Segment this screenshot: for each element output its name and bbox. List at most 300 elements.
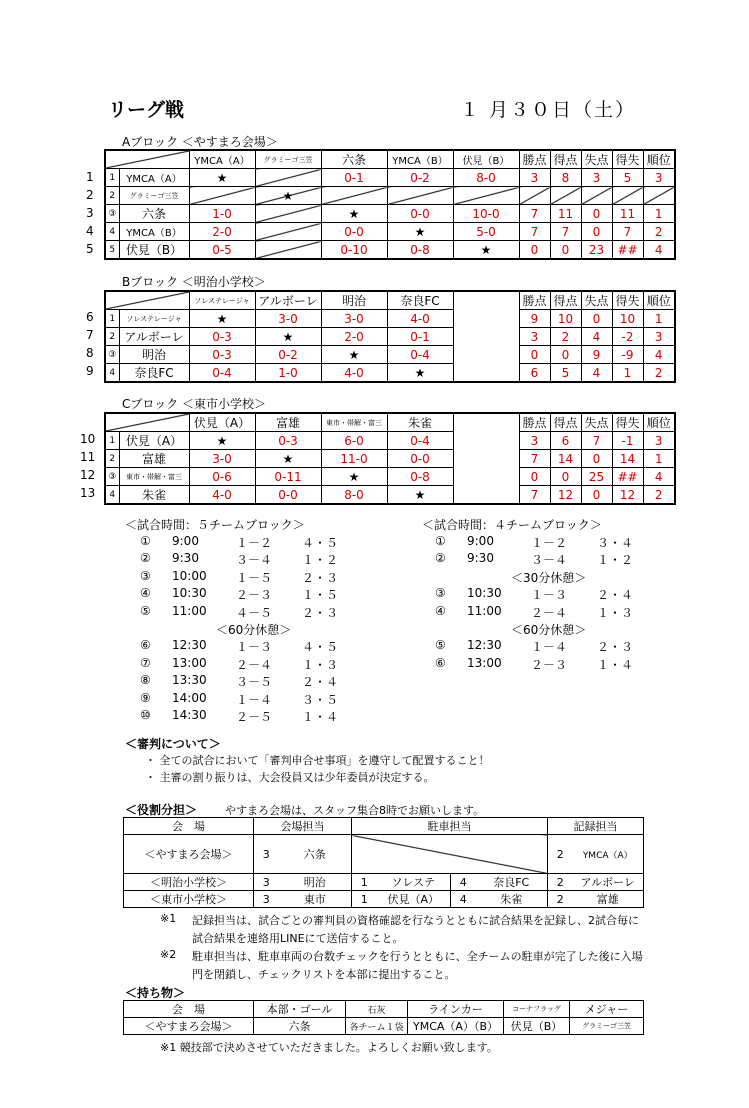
team-name: YMCA（B） <box>119 223 189 241</box>
item-cell: 六条 <box>254 1018 346 1035</box>
referee-item: ・ 主審の割り振りは、大会役員又は少年委員が決定する。 <box>145 771 435 784</box>
result-cell: 0-8 <box>387 468 453 486</box>
row-number: 7 <box>86 328 94 342</box>
result-cell: 0-2 <box>255 346 321 364</box>
column-header: 伏見（B） <box>453 150 519 169</box>
schedule-time: 10:00 <box>172 568 207 583</box>
column-header: 記録担当 <box>548 818 644 835</box>
result-cell: 0-4 <box>387 346 453 364</box>
count-cell: 3 <box>254 891 279 908</box>
row-number: 2 <box>86 188 94 202</box>
roles-note-line: 試合結果を連絡用LINEにて送信すること。 <box>192 932 404 945</box>
row-number: 13 <box>80 486 96 500</box>
table-row <box>105 346 675 364</box>
schedule-break: ＜60分休憩＞ <box>511 623 587 637</box>
schedule-time: 9:00 <box>467 534 494 548</box>
column-header: 富雄 <box>255 413 321 432</box>
stat-cell: 14 <box>550 450 581 468</box>
schedule-5-title: ＜試合時間：５チームブロック＞ <box>125 518 305 532</box>
stat-cell <box>643 187 675 205</box>
column-header: アルボーレ <box>255 291 321 310</box>
table-row <box>105 450 675 468</box>
stat-cell: 0 <box>550 241 581 260</box>
items-heading: ＜持ち物＞ <box>125 986 186 1000</box>
team-name: 伏見（B） <box>119 241 189 260</box>
item-cell: グラミーゴ三笠 <box>570 1018 644 1035</box>
schedule-time: 13:00 <box>467 655 502 670</box>
stat-header: 得点 <box>550 150 581 169</box>
team-name: 東市・帯解・富三 <box>119 468 189 486</box>
schedule-match: １－３ <box>531 588 568 603</box>
block-b-table <box>104 290 676 383</box>
team-no: 1 <box>105 310 119 328</box>
schedule-match: ３－５ <box>236 675 273 690</box>
block-b-label: Bブロック ＜明治小学校＞ <box>122 275 266 289</box>
schedule-number: ⑥ <box>435 655 446 670</box>
schedule-match: ２－４ <box>531 605 568 620</box>
schedule-time: 14:00 <box>172 690 207 705</box>
schedule-time: 14:30 <box>172 708 207 722</box>
count-cell: 4 <box>451 891 476 908</box>
result-cell: ★ <box>387 486 453 505</box>
stat-cell: 9 <box>581 346 612 364</box>
schedule-time: 12:30 <box>172 638 207 653</box>
column-header: 奈良FC <box>387 291 453 310</box>
result-cell: 11-0 <box>321 450 387 468</box>
schedule-referee: １・２ <box>302 553 339 568</box>
stat-cell: 4 <box>643 346 675 364</box>
stat-cell: 1 <box>643 450 675 468</box>
stat-cell: 11 <box>612 205 643 223</box>
team-no: 4 <box>105 364 119 383</box>
schedule-match: １－３ <box>236 640 273 655</box>
stat-cell: 3 <box>519 432 550 450</box>
item-cell: 各チーム１袋 <box>346 1018 408 1035</box>
stat-cell: 6 <box>519 364 550 383</box>
table-row <box>124 874 644 891</box>
count-cell: 2 <box>548 835 573 874</box>
stat-header: 勝点 <box>519 413 550 432</box>
schedule-time: 9:30 <box>467 551 494 566</box>
roles-note-line: 記録担当は、試合ごとの審判員の資格確認を行なうとともに試合結果を記録し、2試合毎に <box>192 914 639 927</box>
stat-header: 順位 <box>643 291 675 310</box>
stat-cell: 0 <box>581 486 612 505</box>
schedule-match: １－５ <box>236 570 273 585</box>
roles-note-line: 門を閉鎖し、チェックリストを本部に提出すること。 <box>192 968 456 981</box>
count-cell: 2 <box>548 891 573 908</box>
referee-heading: ＜審判について＞ <box>125 737 221 751</box>
result-cell: ★ <box>321 468 387 486</box>
stat-cell: 3 <box>581 169 612 187</box>
stat-header: 得点 <box>550 291 581 310</box>
stat-cell <box>519 187 550 205</box>
team-cell: 富雄 <box>573 891 644 908</box>
stat-cell: 1 <box>643 205 675 223</box>
corner-cell <box>105 413 189 432</box>
team-name: 明治 <box>119 346 189 364</box>
schedule-match: ４－５ <box>236 605 273 620</box>
stat-cell: 1 <box>643 310 675 328</box>
result-cell: 0-10 <box>321 241 387 260</box>
column-header: コーナフラッグ <box>504 1001 570 1018</box>
result-cell <box>453 187 519 205</box>
stat-cell: 0 <box>550 468 581 486</box>
row-number: 5 <box>86 242 94 256</box>
schedule-number: ⑧ <box>140 673 151 688</box>
blank-column <box>453 450 519 468</box>
schedule-referee: ２・３ <box>597 640 634 655</box>
row-number: 1 <box>86 170 94 184</box>
roles-note-mark: ※1 <box>160 912 177 925</box>
stat-header: 順位 <box>643 413 675 432</box>
schedule-referee: ２・４ <box>302 675 339 690</box>
team-cell: YMCA（A） <box>573 835 644 874</box>
table-row <box>105 432 675 450</box>
result-cell: ★ <box>189 310 255 328</box>
result-cell <box>255 205 321 223</box>
stat-cell <box>581 187 612 205</box>
schedule-referee: ３・５ <box>302 692 339 707</box>
stat-cell: 6 <box>550 432 581 450</box>
stat-cell: -2 <box>612 328 643 346</box>
schedule-referee: １・４ <box>597 657 634 672</box>
result-cell <box>189 187 255 205</box>
stat-cell: 0 <box>581 205 612 223</box>
block-c-label: Cブロック ＜東市小学校＞ <box>122 397 266 411</box>
stat-cell: 0 <box>519 468 550 486</box>
schedule-referee: ２・４ <box>597 588 634 603</box>
stat-cell: 10 <box>612 310 643 328</box>
team-name: 朱雀 <box>119 486 189 505</box>
result-cell: ★ <box>255 187 321 205</box>
result-cell <box>387 187 453 205</box>
stat-cell: 8 <box>550 169 581 187</box>
blank-column <box>453 468 519 486</box>
stat-cell: 3 <box>643 432 675 450</box>
team-no: 1 <box>105 432 119 450</box>
stat-header: 得失 <box>612 413 643 432</box>
stat-header: 得点 <box>550 413 581 432</box>
schedule-referee: １・２ <box>597 553 634 568</box>
column-header: 明治 <box>321 291 387 310</box>
row-number: 3 <box>86 206 94 220</box>
stat-cell: -9 <box>612 346 643 364</box>
items-table <box>123 1000 644 1035</box>
result-cell: ★ <box>387 223 453 241</box>
result-cell: 0-4 <box>387 432 453 450</box>
team-cell: 奈良FC <box>476 874 548 891</box>
items-note: ※1 競技部で決めさせていただきました。よろしくお願い致します。 <box>160 1041 498 1054</box>
team-cell: 明治 <box>279 874 352 891</box>
roles-heading: ＜役割分担＞ <box>125 803 198 817</box>
column-header: 東市・帯解・富三 <box>321 413 387 432</box>
schedule-number: ⑦ <box>140 655 151 670</box>
stat-cell: 2 <box>643 223 675 241</box>
result-cell: 10-0 <box>453 205 519 223</box>
schedule-match: １－４ <box>531 640 568 655</box>
team-cell: 東市 <box>279 891 352 908</box>
column-header: グラミーゴ三笠 <box>255 150 321 169</box>
result-cell: 8-0 <box>321 486 387 505</box>
column-header: 会 場 <box>124 1001 254 1018</box>
team-no: 1 <box>105 169 119 187</box>
result-cell: 2-0 <box>321 328 387 346</box>
column-header: 会 場 <box>124 818 254 835</box>
stat-cell: 9 <box>519 310 550 328</box>
schedule-match: ３－４ <box>236 553 273 568</box>
schedule-number: ④ <box>140 586 151 601</box>
stat-cell: 7 <box>519 205 550 223</box>
team-name: グラミーゴ三笠 <box>119 187 189 205</box>
result-cell: ★ <box>321 346 387 364</box>
schedule-match: １－２ <box>236 536 273 550</box>
team-cell: 伏見（A） <box>377 891 451 908</box>
team-no: 2 <box>105 450 119 468</box>
team-cell: 六条 <box>279 835 352 874</box>
schedule-number: ⑥ <box>140 638 151 653</box>
corner-cell <box>105 150 189 169</box>
column-header: 伏見（A） <box>189 413 255 432</box>
referee-item: ・ 全ての試合において「審判申合せ事項」を遵守して配置すること！ <box>145 754 490 767</box>
blank-column <box>453 328 519 346</box>
stat-cell: 0 <box>550 346 581 364</box>
row-number: 10 <box>80 432 96 446</box>
roles-note: やすまろ会場は、スタッフ集合8時でお願いします。 <box>225 804 485 817</box>
stat-cell: 7 <box>581 432 612 450</box>
schedule-time: 11:00 <box>172 603 207 618</box>
result-cell: 5-0 <box>453 223 519 241</box>
row-number: 11 <box>80 450 96 464</box>
result-cell: ★ <box>189 432 255 450</box>
stat-header: 失点 <box>581 291 612 310</box>
column-header: 駐車担当 <box>352 818 548 835</box>
count-cell: 1 <box>352 874 377 891</box>
table-row <box>105 205 675 223</box>
stat-header: 得失 <box>612 291 643 310</box>
result-cell: ★ <box>321 205 387 223</box>
stat-cell: 0 <box>581 310 612 328</box>
schedule-referee: ４・５ <box>302 640 339 655</box>
stat-header: 勝点 <box>519 291 550 310</box>
schedule-match: ２－５ <box>236 710 273 724</box>
blank-column <box>453 413 519 432</box>
result-cell: 0-3 <box>189 346 255 364</box>
table-row <box>105 241 675 260</box>
result-cell: 0-8 <box>387 241 453 260</box>
block-a-label: Aブロック ＜やすまろ会場＞ <box>122 135 278 149</box>
row-number: 8 <box>86 346 94 360</box>
schedule-number: ⑤ <box>140 603 151 618</box>
schedule-break: ＜30分休憩＞ <box>511 570 587 585</box>
team-no: 4 <box>105 223 119 241</box>
result-cell: 0-1 <box>321 169 387 187</box>
stat-cell: 0 <box>581 450 612 468</box>
header-row <box>105 291 675 310</box>
table-row <box>105 223 675 241</box>
stat-header: 勝点 <box>519 150 550 169</box>
schedule-time: 9:00 <box>172 534 199 548</box>
result-cell: 4-0 <box>387 310 453 328</box>
schedule-number: ② <box>435 551 446 566</box>
column-header: 石灰 <box>346 1001 408 1018</box>
result-cell: 6-0 <box>321 432 387 450</box>
team-name: 伏見（A） <box>119 432 189 450</box>
result-cell: 0-6 <box>189 468 255 486</box>
stat-cell: 7 <box>550 223 581 241</box>
result-cell: 0-11 <box>255 468 321 486</box>
schedule-time: 9:30 <box>172 551 199 566</box>
stat-cell: 0 <box>581 223 612 241</box>
table-row <box>105 328 675 346</box>
column-header: ラインカー <box>408 1001 504 1018</box>
event-date: １ 月３０日（土） <box>460 99 637 121</box>
column-header: メジャー <box>570 1001 644 1018</box>
schedule-number: ⑤ <box>435 638 446 653</box>
team-no: ③ <box>105 468 119 486</box>
schedule-number: ① <box>140 534 151 548</box>
row-number: 12 <box>80 468 96 482</box>
result-cell: 0-0 <box>387 450 453 468</box>
team-no: 2 <box>105 187 119 205</box>
page-title: リーグ戦 <box>108 99 185 121</box>
team-no: 4 <box>105 486 119 505</box>
stat-cell: 0 <box>519 346 550 364</box>
stat-header: 失点 <box>581 150 612 169</box>
stat-cell: 1 <box>612 364 643 383</box>
team-name: 六条 <box>119 205 189 223</box>
venue-cell: ＜明治小学校＞ <box>124 874 254 891</box>
venue-cell: ＜やすまろ会場＞ <box>124 1018 254 1035</box>
schedule-break: ＜60分休憩＞ <box>216 623 292 637</box>
stat-cell: 4 <box>643 241 675 260</box>
stat-cell <box>612 187 643 205</box>
stat-cell: 7 <box>612 223 643 241</box>
stat-header: 順位 <box>643 150 675 169</box>
stat-cell: 12 <box>612 486 643 505</box>
blank-column <box>453 432 519 450</box>
stat-cell: 11 <box>550 205 581 223</box>
schedule-time: 10:30 <box>467 586 502 601</box>
schedule-match: １－２ <box>531 536 568 550</box>
stat-cell: 0 <box>519 241 550 260</box>
table-row <box>105 364 675 383</box>
table-row <box>105 187 675 205</box>
stat-cell: 2 <box>643 486 675 505</box>
column-header: 本部・ゴール <box>254 1001 346 1018</box>
header-row <box>124 818 644 835</box>
result-cell <box>255 223 321 241</box>
column-header: YMCA（B） <box>387 150 453 169</box>
schedule-time: 13:30 <box>172 673 207 688</box>
team-name: 奈良FC <box>119 364 189 383</box>
roles-note-line: 駐車担当は、駐車車両の台数チェックを行うとともに、全チームの駐車が完了した後に入場 <box>192 950 643 963</box>
venue-cell: ＜やすまろ会場＞ <box>124 835 254 874</box>
row-number: 6 <box>86 310 94 324</box>
stat-header: 得失 <box>612 150 643 169</box>
result-cell: ★ <box>255 450 321 468</box>
team-no: 2 <box>105 328 119 346</box>
blank-column <box>453 364 519 383</box>
row-number: 4 <box>86 224 94 238</box>
stat-cell: 5 <box>550 364 581 383</box>
result-cell: 1-0 <box>255 364 321 383</box>
column-header: ソレステレージャ <box>189 291 255 310</box>
stat-cell: 23 <box>581 241 612 260</box>
stat-cell: ## <box>612 241 643 260</box>
schedule-match: ２－３ <box>236 588 273 603</box>
table-row <box>124 835 644 874</box>
team-cell: ソレステ <box>377 874 451 891</box>
team-name: アルボーレ <box>119 328 189 346</box>
table-row <box>105 486 675 505</box>
stat-cell: ## <box>612 468 643 486</box>
result-cell: 3-0 <box>321 310 387 328</box>
schedule-number: ⑩ <box>140 708 151 722</box>
count-cell: 2 <box>548 874 573 891</box>
stat-cell: 2 <box>643 364 675 383</box>
schedule-match: ２－４ <box>236 657 273 672</box>
stat-cell: 3 <box>643 328 675 346</box>
count-cell: 4 <box>451 874 476 891</box>
column-header: 六条 <box>321 150 387 169</box>
schedule-match: １－４ <box>236 692 273 707</box>
schedule-match: ３－４ <box>531 553 568 568</box>
roles-note-mark: ※2 <box>160 948 177 961</box>
stat-cell: 2 <box>550 328 581 346</box>
result-cell: 3-0 <box>189 450 255 468</box>
count-cell: 3 <box>254 874 279 891</box>
schedule-referee: １・５ <box>302 588 339 603</box>
table-row <box>124 1018 644 1035</box>
result-cell: 0-3 <box>255 432 321 450</box>
blank-column <box>453 291 519 310</box>
schedule-time: 10:30 <box>172 586 207 601</box>
stat-cell: 3 <box>519 328 550 346</box>
schedule-4-title: ＜試合時間：４チームブロック＞ <box>422 518 602 532</box>
schedule-time: 11:00 <box>467 603 502 618</box>
table-row <box>124 891 644 908</box>
schedule-referee: ２・３ <box>302 605 339 620</box>
team-no: ③ <box>105 205 119 223</box>
table-row <box>105 468 675 486</box>
header-row <box>105 413 675 432</box>
schedule-number: ② <box>140 551 151 566</box>
schedule-number: ③ <box>140 568 151 583</box>
blank-column <box>453 486 519 505</box>
result-cell: 0-5 <box>189 241 255 260</box>
team-no: 5 <box>105 241 119 260</box>
parking-cell <box>352 835 548 874</box>
stat-cell: 5 <box>612 169 643 187</box>
column-header: 会場担当 <box>254 818 352 835</box>
stat-cell: 4 <box>643 468 675 486</box>
result-cell: 0-0 <box>321 223 387 241</box>
header-row <box>124 1001 644 1018</box>
count-cell: 1 <box>352 891 377 908</box>
stat-cell: 3 <box>519 169 550 187</box>
result-cell: 1-0 <box>189 205 255 223</box>
header-row <box>105 150 675 169</box>
schedule-number: ③ <box>435 586 446 601</box>
blank-column <box>453 310 519 328</box>
schedule-time: 13:00 <box>172 655 207 670</box>
result-cell: 0-1 <box>387 328 453 346</box>
team-no: ③ <box>105 346 119 364</box>
schedule-referee: １・３ <box>597 605 634 620</box>
table-row <box>105 310 675 328</box>
result-cell <box>255 169 321 187</box>
schedule-number: ① <box>435 534 446 548</box>
